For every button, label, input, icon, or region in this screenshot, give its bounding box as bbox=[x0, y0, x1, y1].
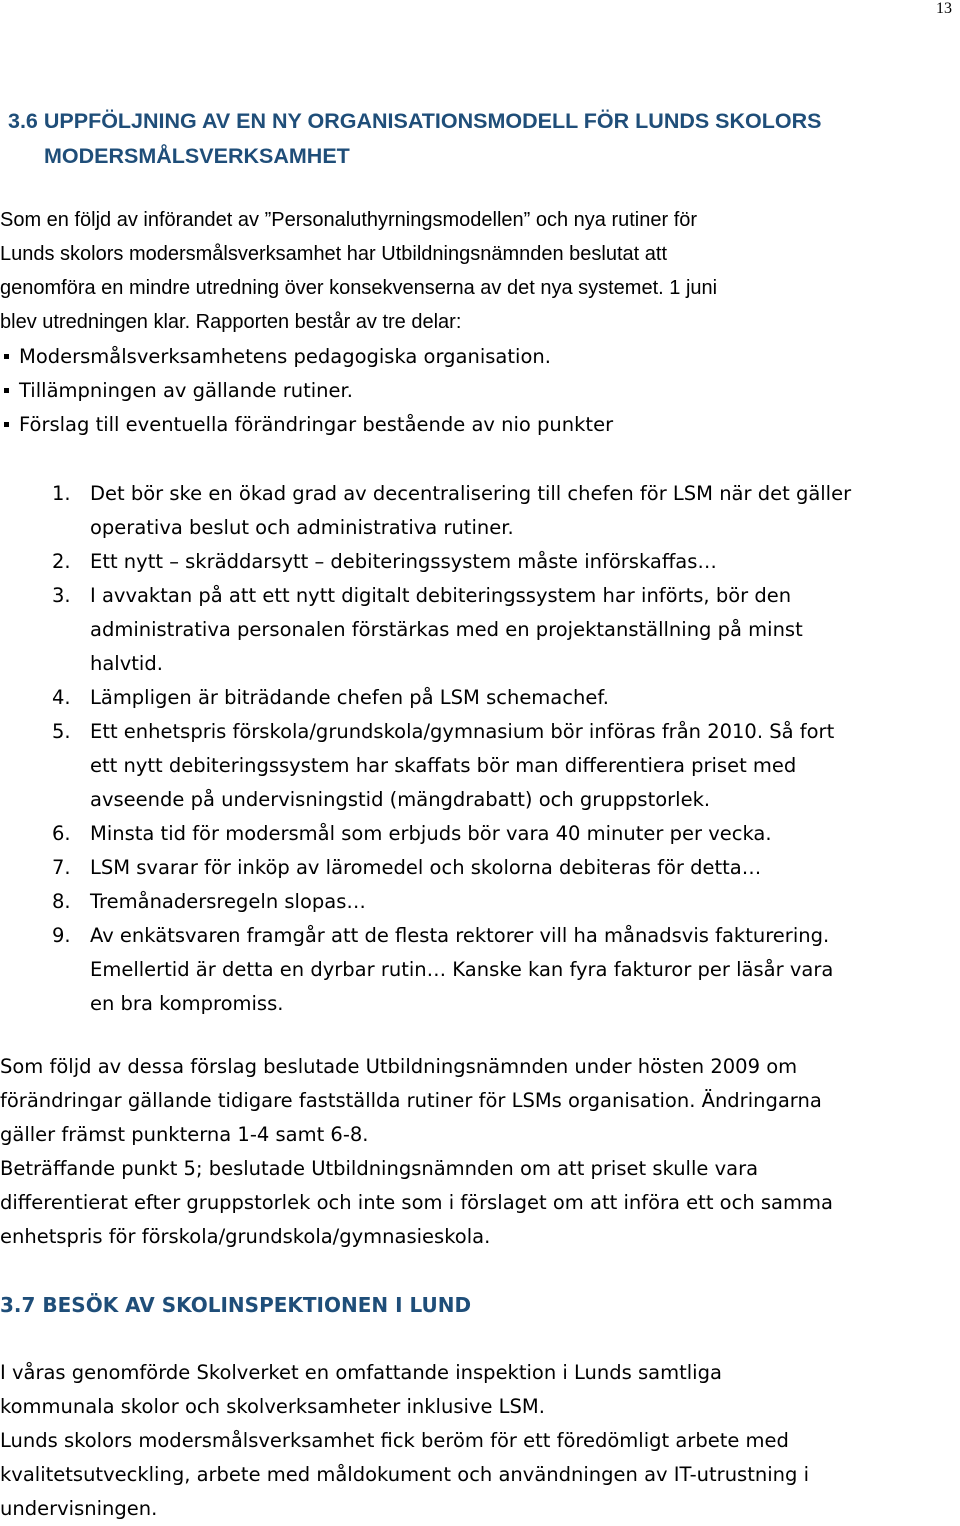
body-line: kommunala skolor och skolverksamheter inklusive LSM. bbox=[0, 1395, 545, 1418]
item-text bbox=[0, 885, 960, 919]
item-number: 1. bbox=[52, 482, 71, 505]
bullet-marker bbox=[4, 388, 9, 393]
page-number: 13 bbox=[936, 0, 952, 17]
bullet-text: Tillämpningen av gällande rutiner. bbox=[19, 379, 353, 402]
item-line: avseende på undervisningstid (mängdrabatt) och gruppstorlek. bbox=[90, 788, 711, 811]
numbered-item bbox=[0, 885, 960, 919]
item-line: Det bör ske en ökad grad av decentralisering till chefen för LSM när det gäller bbox=[90, 482, 852, 505]
conclusion-line: Som följd av dessa förslag beslutade Utbildningsnämnden under hösten 2009 om bbox=[0, 1055, 798, 1078]
conclusion-line: gäller främst punkterna 1-4 samt 6-8. bbox=[0, 1123, 369, 1146]
numbered-item bbox=[0, 817, 960, 851]
item-number: 8. bbox=[52, 890, 71, 913]
intro-line: Lunds skolors modersmålsverksamhet har Utbildningsnämnden beslutat att bbox=[0, 243, 668, 265]
section-heading-3-6 bbox=[8, 104, 956, 174]
item-line: LSM svarar för inköp av läromedel och skolorna debiteras för detta… bbox=[90, 856, 762, 879]
bullet-text: Förslag till eventuella förändringar bestående av nio punkter bbox=[19, 413, 614, 436]
conclusion-paragraph bbox=[0, 1050, 960, 1254]
item-text bbox=[0, 477, 960, 545]
item-number: 4. bbox=[52, 686, 71, 709]
intro-line: blev utredningen klar. Rapporten består av tre delar: bbox=[0, 311, 462, 333]
item-text bbox=[0, 817, 960, 851]
item-line: Minsta tid för modersmål som erbjuds bör vara 40 minuter per vecka. bbox=[90, 822, 772, 845]
numbered-item bbox=[0, 715, 960, 817]
item-text bbox=[0, 579, 960, 681]
item-line: Ett enhetspris förskola/grundskola/gymnasium bör införas från 2010. Så fort bbox=[90, 720, 835, 743]
item-line: administrativa personalen förstärkas med en projektanställning på minst bbox=[90, 618, 803, 641]
item-line: ett nytt debiteringssystem har skaffats bör man differentiera priset med bbox=[90, 754, 797, 777]
bullet-marker bbox=[4, 354, 9, 359]
body-line: Lunds skolors modersmålsverksamhet fick beröm för ett föredömligt arbete med bbox=[0, 1429, 789, 1452]
section-3-7-paragraph bbox=[0, 1356, 960, 1526]
item-text bbox=[0, 851, 960, 885]
numbered-item bbox=[0, 579, 960, 681]
conclusion-line: Beträffande punkt 5; beslutade Utbildningsnämnden om att priset skulle vara bbox=[0, 1157, 759, 1180]
bullet-item bbox=[0, 408, 960, 442]
item-line: Tremånadersregeln slopas… bbox=[90, 890, 366, 913]
bullet-item bbox=[0, 340, 960, 374]
item-number: 7. bbox=[52, 856, 71, 879]
numbered-item bbox=[0, 477, 960, 545]
intro-line: genomföra en mindre utredning över konsekvenserna av det nya systemet. 1 juni bbox=[0, 277, 718, 299]
numbered-item bbox=[0, 919, 960, 1021]
item-line: Av enkätsvaren framgår att de flesta rektorer vill ha månadsvis fakturering. bbox=[90, 924, 830, 947]
numbered-list bbox=[0, 477, 960, 1021]
conclusion-line: enhetspris för förskola/grundskola/gymnasieskola. bbox=[0, 1225, 491, 1248]
item-text bbox=[0, 545, 960, 579]
item-line: Emellertid är detta en dyrbar rutin… Kanske kan fyra fakturor per läsår vara bbox=[90, 958, 834, 981]
body-line: kvalitetsutveckling, arbete med måldokument och användningen av IT-utrustning i bbox=[0, 1463, 809, 1486]
item-line: halvtid. bbox=[90, 652, 163, 675]
item-number: 2. bbox=[52, 550, 71, 573]
bullet-text: Modersmålsverksamhetens pedagogiska organisation. bbox=[19, 345, 551, 368]
intro-paragraph bbox=[0, 203, 960, 339]
intro-line: Som en följd av införandet av ”Personaluthyrningsmodellen” och nya rutiner för bbox=[0, 209, 698, 231]
item-line: I avvaktan på att ett nytt digitalt debiteringssystem har införts, bör den bbox=[90, 584, 792, 607]
bullet-marker bbox=[4, 422, 9, 427]
item-line: operativa beslut och administrativa rutiner. bbox=[90, 516, 514, 539]
heading-line-1: 3.6 UPPFÖLJNING AV EN NY ORGANISATIONSMODELL FÖR LUNDS SKOLORS bbox=[8, 109, 822, 133]
heading-line-2: MODERSMÅLSVERKSAMHET bbox=[44, 144, 350, 168]
item-number: 5. bbox=[52, 720, 71, 743]
item-number: 9. bbox=[52, 924, 71, 947]
numbered-item bbox=[0, 681, 960, 715]
item-text bbox=[0, 919, 960, 1021]
item-line: Ett nytt – skräddarsytt – debiteringssystem måste införskaffas… bbox=[90, 550, 717, 573]
item-line: en bra kompromiss. bbox=[90, 992, 284, 1015]
bullet-item bbox=[0, 374, 960, 408]
item-line: Lämpligen är biträdande chefen på LSM schemachef. bbox=[90, 686, 609, 709]
conclusion-line: differentierat efter gruppstorlek och inte som i förslaget om att införa ett och samma bbox=[0, 1191, 833, 1214]
item-text bbox=[0, 715, 960, 817]
item-number: 3. bbox=[52, 584, 71, 607]
conclusion-line: förändringar gällande tidigare fastställda rutiner för LSMs organisation. Ändringarna bbox=[0, 1089, 822, 1112]
bullet-list bbox=[0, 340, 960, 442]
body-line: I våras genomförde Skolverket en omfattande inspektion i Lunds samtliga bbox=[0, 1361, 722, 1384]
numbered-item bbox=[0, 545, 960, 579]
item-text bbox=[0, 681, 960, 715]
body-line: undervisningen. bbox=[0, 1497, 158, 1520]
section-heading-3-7: 3.7 BESÖK AV SKOLINSPEKTIONEN I LUND bbox=[0, 1293, 472, 1317]
numbered-item bbox=[0, 851, 960, 885]
item-number: 6. bbox=[52, 822, 71, 845]
